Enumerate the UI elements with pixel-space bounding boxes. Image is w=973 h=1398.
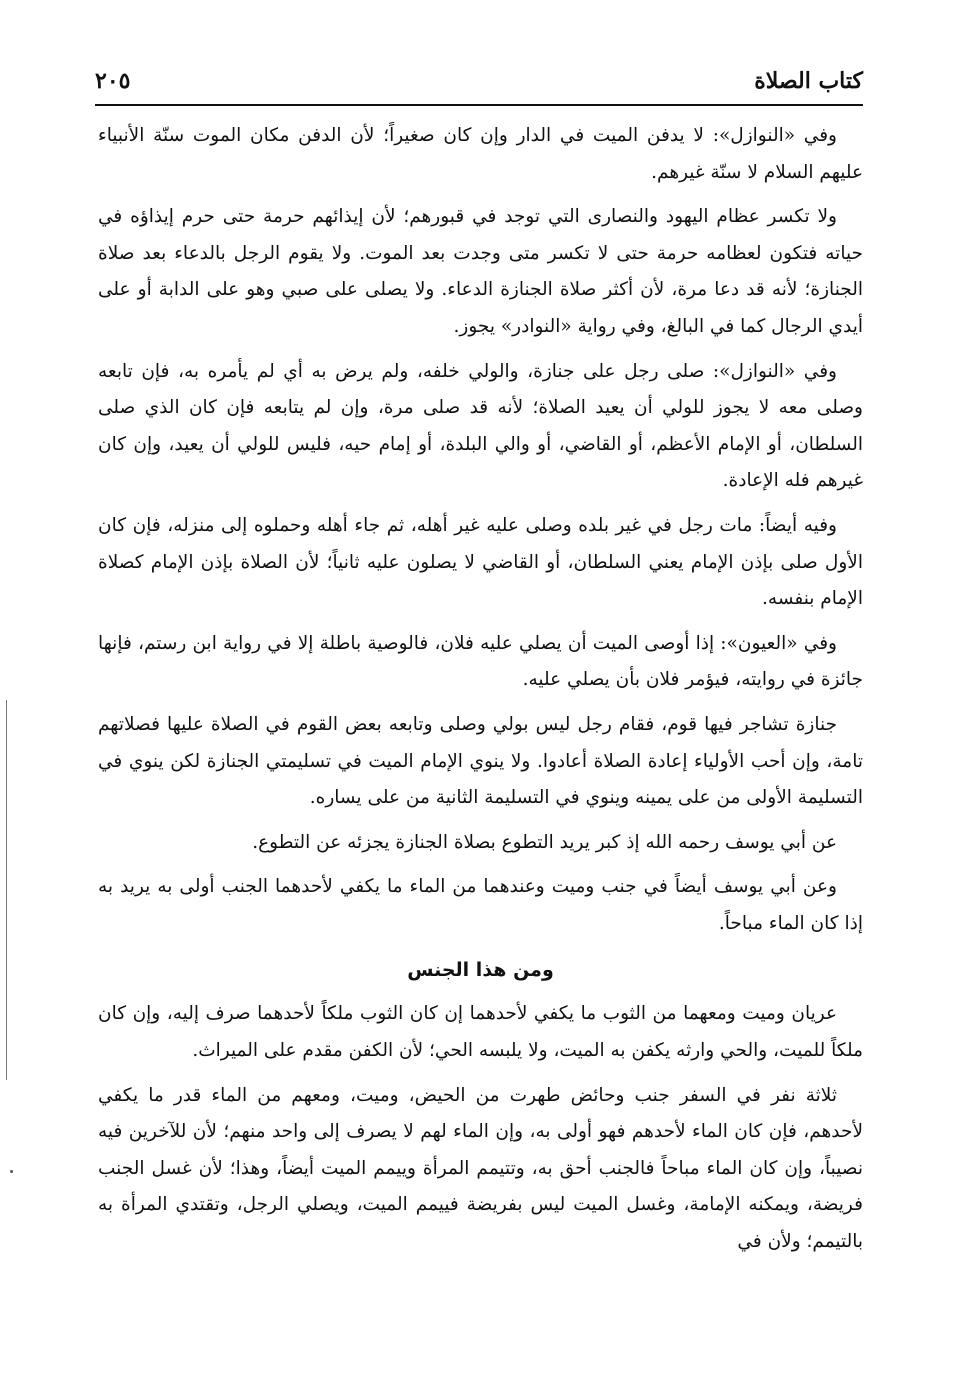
scan-margin-line <box>6 700 7 1080</box>
page-number: ٢٠٥ <box>95 68 131 94</box>
paragraph: عريان وميت ومعهما من الثوب ما يكفي لأحدهما إن كان الثوب ملكاً لأحدهما صرف إليه، وإن كان ملكاً للميت، والحي وارثه يكفن به الميت، ولا يلبسه الحي؛ لأن الكفن مقدم على الميراث. <box>98 1003 863 1062</box>
paragraph: وعن أبي يوسف أيضاً في جنب وميت وعندهما من الماء ما يكفي لأحدهما الجنب أولى به يريد به إذا كان الماء مباحاً. <box>98 876 863 934</box>
paragraph: وفي «العيون»: إذا أوصى الميت أن يصلي عليه فلان، فالوصية باطلة إلا في رواية ابن رستم، فإنها جائزة في روايته، فيؤمر فلان بأن يصلي عليه. <box>98 632 863 691</box>
paragraph: وفي «النوازل»: صلى رجل على جنازة، والولي خلفه، ولم يرض به أي لم يأمره به، فإن تابعه وصلى معه لا يجوز للولي أن يعيد الصلاة؛ لأنه قد صلى مرة، وإن لم يتابعه فإن كان الذي صلى السلطان، أو الإمام الأعظم، أو القاضي، أو والي البلدة، أو إمام حيه، فليس للولي أن يعيد، وإن كان غيرهم فله الإعادة. <box>98 360 863 492</box>
scan-speck <box>10 1170 13 1173</box>
running-head-title: كتاب الصلاة <box>754 68 863 94</box>
paragraph: جنازة تشاجر فيها قوم، فقام رجل ليس بولي وصلى وتابعه بعض القوم في الصلاة عليها فصلاتهم تامة، وإن أحب الأولياء إعادة الصلاة أعادوا. ولا ينوي الإمام الميت في تسليمتي الجنازة لكن ينوي في التسليمة الأولى من على يمينه وينوي في التسليمة الثانية من على يساره. <box>98 713 863 809</box>
page-header <box>95 62 863 106</box>
paragraph: ولا تكسر عظام اليهود والنصارى التي توجد في قبورهم؛ لأن إيذائهم حرمة حتى حرم إيذاؤه في حياته فتكون لعظامه حرمة حتى لا تكسر متى وجدت بعد الموت. ولا يقوم الرجل بالدعاء بعد صلاة الجنازة؛ لأنه قد دعا مرة، لأن أكثر صلاة الجنازة الدعاء. ولا يصلى على صبي وهو على الدابة أو على أيدي الرجال كما في البالغ، وفي رواية «النوادر» يجوز. <box>98 206 863 337</box>
section-heading: ومن هذا الجنس <box>407 959 554 982</box>
paragraph: وفي «النوازل»: لا يدفن الميت في الدار وإن كان صغيراً؛ لأن الدفن مكان الموت سنّة الأنبياء عليهم السلام لا سنّة غيرهم. <box>98 125 863 183</box>
main-text <box>98 118 863 1269</box>
paragraph: وفيه أيضاً: مات رجل في غير بلده وصلى عليه غير أهله، ثم جاء أهله وحملوه إلى منزله، فإن كان الأول صلى بإذن الإمام يعني السلطان، أو القاضي لا يصلون عليه ثانياً؛ لأن الصلاة بإذن الإمام كصلاة الإمام بنفسه. <box>98 514 863 610</box>
paragraph: ثلاثة نفر في السفر جنب وحائض طهرت من الحيض، وميت، ومعهم من الماء قدر ما يكفي لأحدهم، فإن كان الماء لأحدهم فهو أولى به، وإن الماء لهم لا يصرف إلى واحد منهم؛ لأن للآخرين فيه نصيباً، وإن كان الماء مباحاً فالجنب أحق به، وتتيمم المرأة وييمم الميت أيضاً، وهذا؛ لأن غسل الجنب فريضة، ويمكنه الإمامة، وغسل الميت ليس بفريضة فييمم الميت، ويصلي الرجل، وتقتدي المرأة به بالتيمم؛ ولأن في <box>98 1084 863 1253</box>
paragraph: عن أبي يوسف رحمه الله إذ كبر يريد التطوع بصلاة الجنازة يجزئه عن التطوع. <box>252 831 837 853</box>
